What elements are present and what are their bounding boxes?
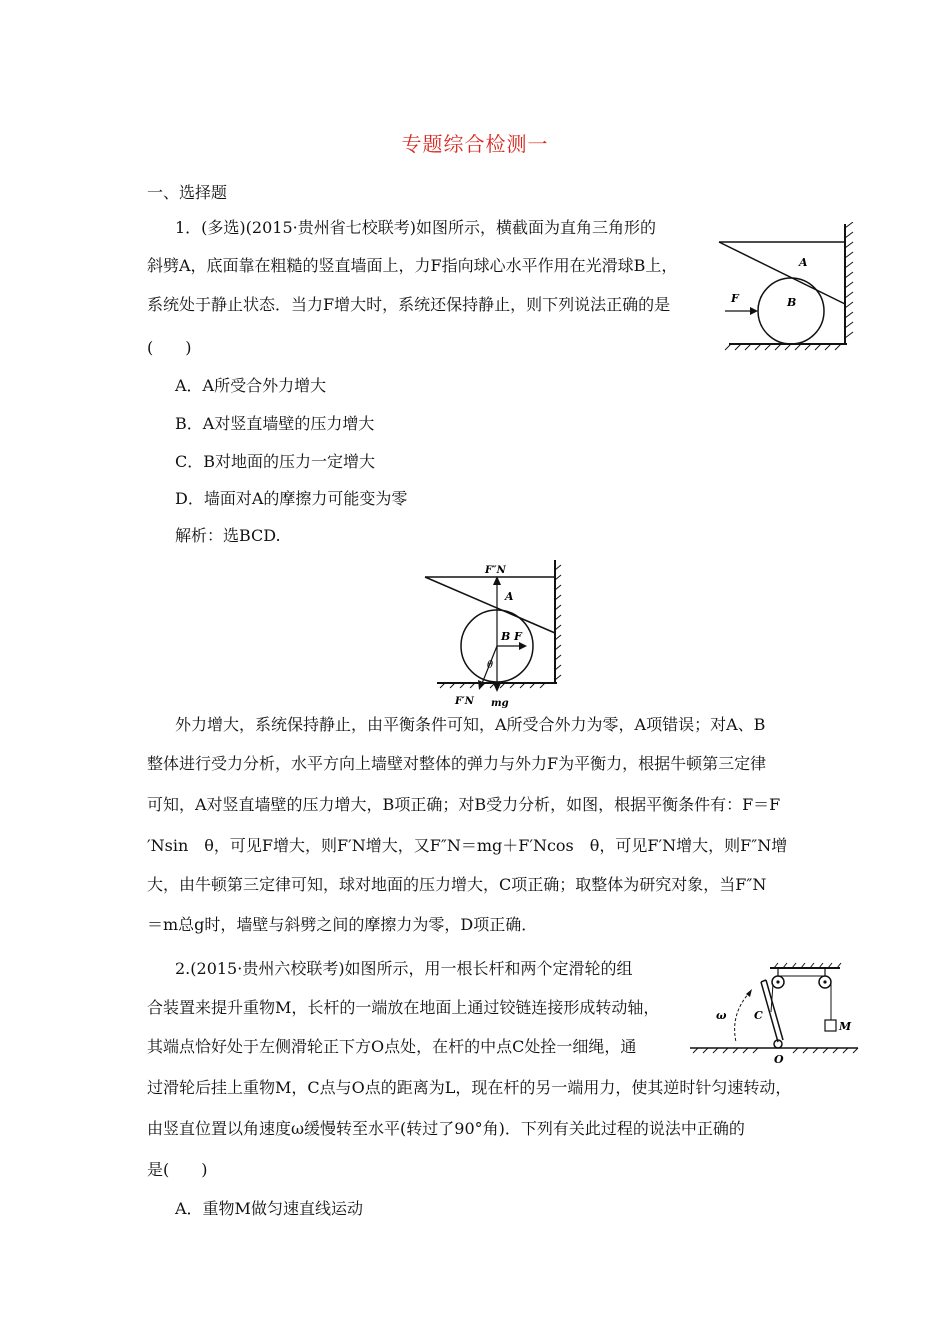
fig1-label-b: B	[787, 296, 797, 309]
section-heading: 一、选择题	[147, 183, 228, 202]
q1-line-4: ( )	[147, 338, 192, 357]
q1-explanation-line-2: 整体进行受力分析，水平方向上墙壁对整体的弹力与外力F为平衡力，根据牛顿第三定律	[147, 754, 767, 773]
q1-line-3: 系统处于静止状态．当力F增大时，系统还保持静止，则下列说法正确的是	[147, 295, 671, 314]
fig2-label-f: F	[514, 630, 522, 643]
q1-explanation-line-3: 可知，A对竖直墙壁的压力增大，B项正确；对B受力分析，如图，根据平衡条件有：F＝F	[147, 795, 781, 814]
fig3-label-omega: ω	[716, 1009, 727, 1022]
fig2-label-a: A	[505, 590, 514, 603]
q1-answer: 解析：选BCD.	[175, 526, 281, 545]
q1-option-a: A．A所受合外力增大	[175, 376, 327, 395]
q1-explanation-line-6: ＝m总g时，墙壁与斜劈之间的摩擦力为零，D项正确．	[147, 915, 538, 934]
q2-line-3: 其端点恰好处于左侧滑轮正下方O点处，在杆的中点C处拴一细绳，通	[147, 1037, 637, 1056]
page-title: 专题综合检测一	[401, 132, 549, 156]
q2-option-a: A．重物M做匀速直线运动	[175, 1199, 363, 1218]
fig3-label-o: O	[774, 1053, 784, 1066]
fig2-label-fn2: F″N	[485, 565, 506, 576]
q1-explanation-line-4: ′Nsin θ，可见F增大，则F′N增大，又F″N＝mg＋F′Ncos θ，可见F′N增大，则F″N增	[147, 836, 788, 855]
fig1-label-a: A	[799, 256, 808, 269]
q2-line-6: 是( )	[147, 1160, 208, 1179]
q1-explanation-line-5: 大，由牛顿第三定律可知，球对地面的压力增大，C项正确；取整体为研究对象，当F″N	[147, 875, 767, 894]
q1-force-diagram	[423, 556, 563, 711]
fig3-label-c: C	[754, 1009, 763, 1022]
q2-line-4: 过滑轮后挂上重物M，C点与O点的距离为L，现在杆的另一端用力，使其逆时针匀速转动，	[147, 1078, 792, 1097]
fig2-label-mg: mg	[491, 698, 509, 709]
q1-line-2: 斜劈A，底面靠在粗糙的竖直墙面上，力F指向球心水平作用在光滑球B上，	[147, 256, 678, 275]
fig1-label-f: F	[731, 292, 739, 305]
q2-figure	[688, 962, 863, 1067]
fig2-label-b: B	[501, 630, 511, 643]
q1-option-d: D．墙面对A的摩擦力可能变为零	[175, 489, 408, 508]
q1-figure	[713, 222, 863, 352]
q2-line-2: 合装置来提升重物M，长杆的一端放在地面上通过铰链连接形成转动轴，	[147, 998, 660, 1017]
q1-line-1: 1．(多选)(2015·贵州省七校联考)如图所示，横截面为直角三角形的	[175, 218, 656, 237]
q1-option-c: C．B对地面的压力一定增大	[175, 452, 376, 471]
q1-explanation-line-1: 外力增大，系统保持静止，由平衡条件可知，A所受合外力为零，A项错误；对A、B	[175, 715, 766, 734]
fig3-label-m: M	[839, 1020, 852, 1033]
q1-option-b: B．A对竖直墙壁的压力增大	[175, 414, 375, 433]
q2-line-5: 由竖直位置以角速度ω缓慢转至水平(转过了90°角)．下列有关此过程的说法中正确的	[147, 1119, 745, 1138]
fig2-label-fn1: F′N	[455, 696, 474, 707]
q2-line-1: 2.(2015·贵州六校联考)如图所示，用一根长杆和两个定滑轮的组	[175, 959, 633, 978]
fig2-label-theta: θ	[487, 660, 494, 671]
